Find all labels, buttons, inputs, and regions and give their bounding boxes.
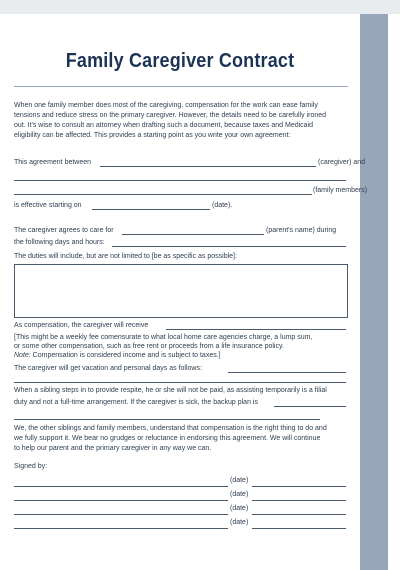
sibling-line-1: When a sibling steps in to provide respite, he or she will not be paid, as assisting temporarily is a filial	[14, 387, 327, 394]
signature-field-3[interactable]	[14, 514, 228, 515]
signature-date-field-1[interactable]	[252, 486, 346, 487]
care-agrees-label: The caregiver agrees to care for	[14, 227, 114, 234]
family-members-label: (family members)	[313, 187, 368, 194]
days-hours-field[interactable]	[112, 246, 346, 247]
parent-name-label: (parent's name) during	[266, 227, 337, 234]
signature-date-label-4: (date)	[230, 519, 249, 526]
effective-date-field[interactable]	[92, 209, 210, 210]
signature-field-2[interactable]	[14, 500, 228, 501]
vacation-label: The caregiver will get vacation and personal days as follows:	[14, 365, 202, 372]
days-hours-label: the following days and hours:	[14, 239, 105, 246]
duties-textarea[interactable]	[14, 264, 348, 318]
parent-name-field[interactable]	[122, 234, 264, 235]
effective-label: is effective starting on	[14, 202, 82, 209]
signature-date-label-1: (date)	[230, 477, 249, 484]
effective-date-label: (date).	[212, 202, 233, 209]
signature-date-label-2: (date)	[230, 491, 249, 498]
intro-line-4: eligibility can be affected. This provides a starting point as you write your own agreement:	[14, 132, 291, 139]
intro-line-1: When one family member does most of the caregiving, compensation for the work can ease family	[14, 102, 318, 109]
intro-line-2: tensions and reduce stress on the primary caregiver. However, the details need to be carefully ironed	[14, 112, 327, 119]
signature-date-label-3: (date)	[230, 505, 249, 512]
signed-by-label: Signed by:	[14, 463, 48, 470]
signature-field-4[interactable]	[14, 528, 228, 529]
caregiver-name-field[interactable]	[100, 166, 316, 167]
note-text: Compensation is considered income and is subject to taxes.]	[30, 352, 221, 359]
duties-label: The duties will include, but are not limited to [be as specific as possible]:	[14, 253, 237, 260]
caregiver-label: (caregiver) and	[318, 159, 366, 166]
note-prefix: Note:	[14, 352, 31, 359]
compensation-note-line-3	[14, 351, 221, 361]
signature-date-field-4[interactable]	[252, 528, 346, 529]
backup-plan-field-1[interactable]	[274, 406, 346, 407]
sibling-line-2: duty and not a full-time arrangement. If the caregiver is sick, the backup plan is	[14, 399, 258, 406]
agreement-between-label: This agreement between	[14, 159, 92, 166]
compensation-label: As compensation, the caregiver will receive	[14, 322, 149, 329]
backup-plan-field-2[interactable]	[14, 419, 320, 420]
signature-date-field-3[interactable]	[252, 514, 346, 515]
title-divider	[14, 86, 348, 87]
closing-line-1: We, the other siblings and family members, understand that compensation is the right thing to do and	[14, 425, 327, 432]
closing-line-3: to help our parent and the primary caregiver in any way we can.	[14, 445, 212, 452]
side-decorative-bar	[360, 14, 388, 570]
family-members-field-2[interactable]	[14, 194, 312, 195]
compensation-note-line-1: [This might be a weekly fee comensurate to what local home care agencies charge, a lump sum,	[14, 334, 313, 341]
page-title: Family Caregiver Contract	[65, 50, 295, 72]
vacation-field-1[interactable]	[228, 372, 346, 373]
compensation-field[interactable]	[166, 329, 346, 330]
compensation-note-line-2: or some other compensation, such as free rent or proceeds from a life insurance policy.	[14, 343, 284, 350]
signature-date-field-2[interactable]	[252, 500, 346, 501]
closing-line-2: we fully support it. We bear no grudges or reluctance in endorsing this agreement. We will continue	[14, 435, 321, 442]
intro-line-3: out. It's wise to consult an attorney when drafting such a document, because taxes and Medicaid	[14, 122, 314, 129]
vacation-field-2[interactable]	[14, 382, 346, 383]
signature-field-1[interactable]	[14, 486, 228, 487]
family-members-field-1[interactable]	[14, 180, 346, 181]
